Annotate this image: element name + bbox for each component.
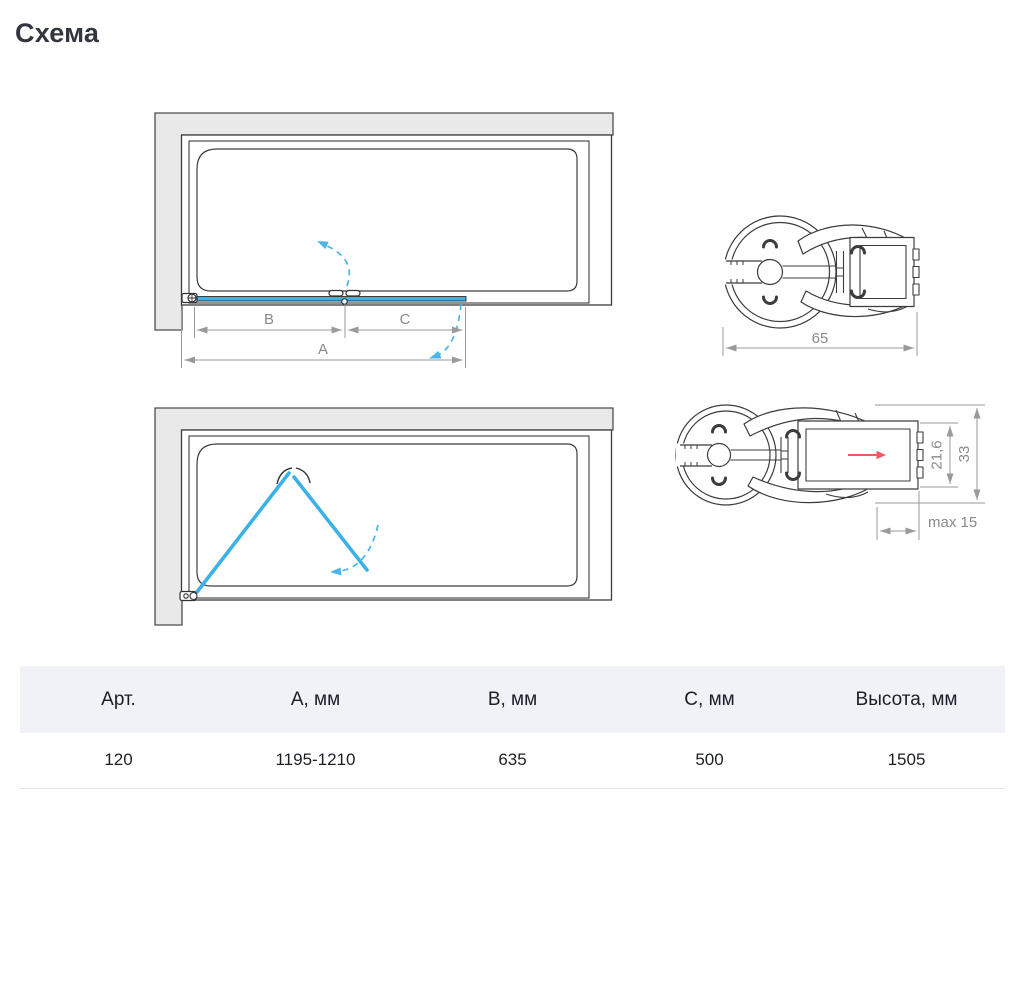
- wall-hinge: [180, 592, 197, 601]
- cell-a: 1195-1210: [217, 733, 414, 788]
- dim-label-33: 33: [956, 445, 973, 463]
- plan-view-folded: [155, 408, 613, 625]
- cell-b: 635: [414, 733, 611, 788]
- door-swing-arrow: [429, 304, 461, 359]
- spec-table: [20, 666, 1005, 789]
- scheme-drawing-svg: [0, 80, 1025, 650]
- scheme-diagram: [0, 80, 1025, 650]
- hinge-pin-bore: [758, 260, 783, 285]
- dim-label-a: A: [317, 341, 329, 358]
- cell-art: 120: [20, 733, 217, 788]
- plan-view-closed: [155, 113, 613, 368]
- dim-label-65: 65: [811, 330, 829, 347]
- col-header-art: Арт.: [20, 666, 217, 733]
- wall-hinge: [182, 294, 197, 303]
- col-header-height: Высота, мм: [808, 666, 1005, 733]
- dim-label-max-15: max 15: [928, 514, 978, 531]
- plan-dimensions: [182, 304, 466, 368]
- glass-pocket: [860, 246, 906, 299]
- hinge-pin-bore: [708, 444, 731, 467]
- profile-section-adjust: [676, 405, 985, 540]
- profile-section-width: [722, 216, 919, 356]
- page-title: Схема: [15, 18, 100, 48]
- bathtub-rim: [197, 444, 577, 586]
- dim-label-b: B: [263, 311, 275, 328]
- col-header-a: А, мм: [217, 666, 414, 733]
- col-header-b: В, мм: [414, 666, 611, 733]
- col-header-c: С, мм: [611, 666, 808, 733]
- dim-label-c: C: [399, 311, 411, 328]
- dim-label-21-6: 21,6: [928, 440, 946, 470]
- bathtub-rim: [197, 149, 577, 291]
- cell-c: 500: [611, 733, 808, 788]
- glass-screen-closed: [194, 297, 466, 302]
- spec-table-header-row: [20, 666, 1005, 733]
- cell-height: 1505: [808, 733, 1005, 788]
- spec-table-row: [20, 733, 1005, 788]
